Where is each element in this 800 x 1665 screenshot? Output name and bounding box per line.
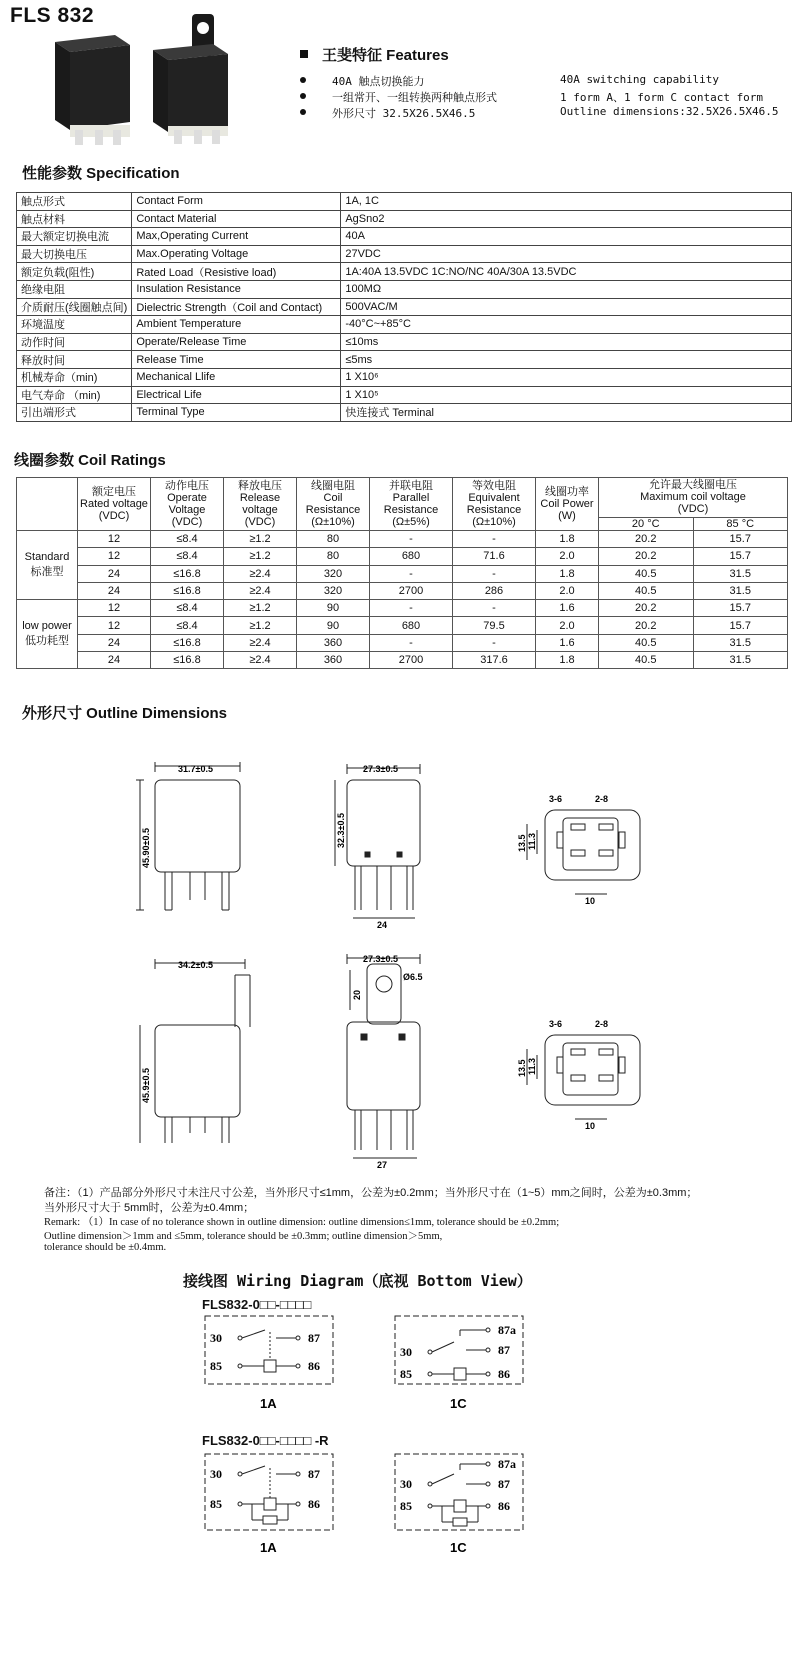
dim-label: 11.3 [527,1057,537,1075]
spec-cell-en: Release Time [132,351,341,369]
spec-cell-zh: 释放时间 [17,351,132,369]
spec-cell-val: 100MΩ [341,280,792,298]
coil-cell: 1.8 [536,652,599,669]
coil-header-en: Maximum coil voltage [640,491,746,504]
coil-cell: ≤16.8 [151,582,224,599]
coil-header-zh: 线圈功率 [545,486,589,498]
pin-label: 85 [210,1359,222,1373]
pin-label: 30 [210,1331,222,1345]
coil-header-zh: 动作电压 [165,480,209,492]
remark-en-line: Remark: （1）In case of no tolerance shown in outline dimension: outline dimension≤1mm, tolerance should be ±0.2mm; [44,1217,560,1228]
dim-label: 27.3±0.5 [363,764,398,774]
spec-cell-zh: 动作时间 [17,333,132,351]
outline-drawing-side-bracket [325,950,445,1170]
spec-cell-zh: 引出端形式 [17,404,132,422]
spec-cell-val: AgSno2 [341,210,792,228]
outline-drawing-side [325,760,445,935]
wiring-diagram-1a [200,1310,340,1415]
dim-label: 10 [585,896,596,906]
coil-cell: 12 [78,548,151,565]
coil-cell: 90 [297,617,370,634]
spec-row [17,351,792,369]
coil-cell: 317.6 [453,652,536,669]
spec-row [17,210,792,228]
coil-header-unit: (VDC) [98,510,130,522]
coil-cell: 31.5 [693,652,788,669]
coil-cell: ≥1.2 [224,600,297,617]
pin-label: 85 [400,1367,412,1381]
coil-header [370,478,453,531]
spec-cell-zh: 绝缘电阻 [17,280,132,298]
coil-cell: 286 [453,582,536,599]
coil-header-unit: (W) [558,510,576,522]
spec-heading: 性能参数 Specification [22,165,180,182]
remark-en-line: tolerance should be ±0.4mm. [44,1242,167,1253]
coil-cell: - [453,634,536,651]
coil-header [78,478,151,531]
coil-cell: 1.6 [536,634,599,651]
pin-label: 87 [308,1467,320,1481]
coil-cell: ≤8.4 [151,548,224,565]
dim-label: 45.9±0.5 [141,1068,151,1103]
coil-cell: - [453,531,536,548]
dim-label: 27.3±0.5 [363,954,398,964]
coil-header-zh: 线圈电阻 [311,480,355,492]
coil-header-zh: 等效电阻 [472,480,516,492]
coil-cell: 31.5 [693,634,788,651]
spec-cell-en: Rated Load（Resistive load) [132,263,341,281]
coil-cell: ≥2.4 [224,652,297,669]
coil-row [17,582,788,599]
square-bullet-icon [300,50,308,58]
dim-label: 13.5 [517,1059,527,1077]
dim-label: 3-6 [549,794,563,804]
pin-label: 86 [308,1359,320,1373]
coil-header-en: Operate Voltage [167,492,207,516]
coil-cell: 360 [297,634,370,651]
feature-item: 外形尺寸 32.5X26.5X46.5 Outline dimensions:32.5X26.5X46.5 [300,105,475,121]
spec-cell-en: Max,Operating Current [132,228,341,246]
outline-drawing-front [130,760,270,920]
diagram-label: 1A [260,1540,277,1555]
coil-cell: 12 [78,600,151,617]
product-title: FLS 832 [10,4,95,27]
pin-label: 86 [498,1367,510,1381]
coil-header-unit: (Ω±5%) [392,516,430,528]
spec-row [17,368,792,386]
pin-label: 87a [498,1323,516,1337]
coil-cell: ≥2.4 [224,565,297,582]
dim-label: 10 [585,1121,596,1131]
model-code-1: FLS832-0□□-□□□□ [202,1297,312,1312]
coil-header-unit: (VDC) [244,516,276,528]
bullet-icon [300,77,306,83]
dim-label: 24 [377,920,388,930]
coil-cell: ≥2.4 [224,582,297,599]
coil-cell: ≤8.4 [151,531,224,548]
spec-row [17,298,792,316]
coil-cell: 360 [297,652,370,669]
coil-cell: 2700 [370,652,453,669]
coil-cell: 40.5 [599,634,694,651]
coil-cell: 15.7 [693,600,788,617]
coil-cell: 40.5 [599,582,694,599]
spec-cell-val: 27VDC [341,245,792,263]
spec-cell-en: Insulation Resistance [132,280,341,298]
coil-cell: - [453,600,536,617]
coil-header-en: Coil Power [540,498,594,510]
spec-cell-en: Max.Operating Voltage [132,245,341,263]
coil-row [17,617,788,634]
coil-cell: - [370,600,453,617]
spec-cell-en: Electrical Life [132,386,341,404]
pin-label: 85 [210,1497,222,1511]
wiring-title: 接线图 Wiring Diagram（底视 Bottom View） [183,1272,532,1290]
bullet-icon [300,93,306,99]
coil-cell: ≤8.4 [151,617,224,634]
coil-cell: 2.0 [536,582,599,599]
coil-cell: ≥2.4 [224,634,297,651]
coil-cell: - [370,565,453,582]
coil-cell: 680 [370,548,453,565]
dim-label: 34.2±0.5 [178,960,213,970]
spec-cell-zh: 最大额定切换电流 [17,228,132,246]
relay-photo-1 [45,30,135,145]
coil-cell: 71.6 [453,548,536,565]
pin-label: 85 [400,1499,412,1513]
coil-cell: 20.2 [599,548,694,565]
coil-cell: 90 [297,600,370,617]
outline-drawing-front-bracket [130,955,270,1155]
spec-cell-zh: 介质耐压(线圈触点间) [17,298,132,316]
coil-cell: 20.2 [599,617,694,634]
coil-cell: 12 [78,531,151,548]
pin-label: 30 [400,1477,412,1491]
coil-cell: 80 [297,531,370,548]
coil-group-en: low power [22,620,72,633]
coil-row [17,652,788,669]
spec-row [17,245,792,263]
coil-header-en: Parallel Resistance [383,492,439,516]
spec-cell-en: Operate/Release Time [132,333,341,351]
pin-label: 87 [498,1477,510,1491]
coil-cell: 1.8 [536,565,599,582]
coil-cell: ≤8.4 [151,600,224,617]
spec-cell-val: 快连接式 Terminal [341,404,792,422]
spec-cell-val: 1A:40A 13.5VDC 1C:NO/NC 40A/30A 13.5VDC [341,263,792,281]
coil-header [599,478,788,518]
dim-label: 3-6 [549,1019,563,1029]
coil-row [17,600,788,617]
coil-cell: 31.5 [693,582,788,599]
coil-group-en: Standard [24,551,70,564]
bullet-icon [300,109,306,115]
pin-label: 86 [308,1497,320,1511]
spec-cell-en: Contact Material [132,210,341,228]
outline-heading: 外形尺寸 Outline Dimensions [22,705,228,722]
spec-cell-en: Mechanical Llife [132,368,341,386]
spec-row [17,263,792,281]
wiring-diagram-1a-r [200,1448,340,1558]
dim-label: 32.3±0.5 [336,813,346,848]
dim-label: 13.5 [517,834,527,852]
coil-header [297,478,370,531]
spec-cell-val: 1 X10⁶ [341,368,792,386]
remark-en-line: Outline dimension＞1mm and ≤5mm, tolerance should be ±0.3mm; outline dimension＞5mm, [44,1231,443,1242]
coil-temp-header: 85 °C [693,517,788,530]
coil-cell: - [370,531,453,548]
spec-cell-en: Contact Form [132,193,341,211]
coil-header-unit: (VDC) [677,503,709,516]
coil-table [16,477,788,669]
spec-cell-en: Dielectric Strength（Coil and Contact) [132,298,341,316]
coil-cell: - [370,634,453,651]
coil-group-label [17,600,78,669]
diagram-label: 1C [450,1396,467,1411]
coil-header-zh: 释放电压 [238,480,282,492]
coil-cell: 40.5 [599,652,694,669]
coil-cell: 680 [370,617,453,634]
spec-row [17,228,792,246]
wiring-diagram-1c [390,1310,530,1415]
pin-label: 87 [498,1343,510,1357]
coil-header-en: Equivalent Resistance [466,492,522,516]
coil-cell: 1.8 [536,531,599,548]
coil-header [151,478,224,531]
spec-cell-val: -40°C~+85°C [341,316,792,334]
coil-cell: 15.7 [693,617,788,634]
dim-label: 11.3 [527,832,537,850]
coil-cell: ≤16.8 [151,634,224,651]
pin-label: 86 [498,1499,510,1513]
remark-zh-line: 备注：（1）产品部分外形尺寸未注尺寸公差，当外形尺寸≤1mm，公差为±0.2mm；当外形尺寸在（1~5）mm之间时，公差为±0.3mm； [44,1187,698,1199]
spec-cell-en: Ambient Temperature [132,316,341,334]
dim-label: 31.7±0.5 [178,764,213,774]
diagram-label: 1C [450,1540,467,1555]
coil-header-en: Release voltage [239,492,281,516]
coil-cell: 15.7 [693,531,788,548]
coil-cell: ≤16.8 [151,565,224,582]
coil-header-blank [17,478,78,531]
diagram-label: 1A [260,1396,277,1411]
spec-cell-zh: 环境温度 [17,316,132,334]
coil-cell: 40.5 [599,565,694,582]
wiring-diagram-1c-r [390,1448,530,1558]
remark-zh-line: 当外形尺寸大于 5mm时，公差为±0.4mm； [44,1202,255,1214]
spec-cell-zh: 机械寿命（min) [17,368,132,386]
spec-cell-zh: 触点形式 [17,193,132,211]
spec-row [17,193,792,211]
coil-group-zh: 标准型 [30,566,64,579]
spec-row [17,404,792,422]
coil-cell: ≥1.2 [224,617,297,634]
coil-heading: 线圈参数 Coil Ratings [14,452,166,469]
coil-temp-header: 20 °C [599,517,694,530]
dim-label: 2-8 [595,1019,609,1029]
pin-label: 87 [308,1331,320,1345]
feature-item: 40A 触点切换能力 40A switching capability [300,73,425,89]
coil-cell: 20.2 [599,600,694,617]
coil-cell: 12 [78,617,151,634]
spec-cell-zh: 最大切换电压 [17,245,132,263]
outline-drawing-bottom [515,790,655,910]
spec-cell-val: 1A, 1C [341,193,792,211]
coil-cell: ≤16.8 [151,652,224,669]
coil-header-zh: 额定电压 [92,486,136,498]
coil-cell: 2.0 [536,617,599,634]
spec-cell-val: 1 X10⁵ [341,386,792,404]
feature-item: 一组常开、一组转换两种触点形式 1 form A、1 form C contact form [300,89,497,105]
dim-label: Ø6.5 [403,972,423,982]
coil-cell: 80 [297,548,370,565]
coil-cell: 2700 [370,582,453,599]
coil-header-en: Coil Resistance [305,492,361,516]
coil-cell: ≥1.2 [224,531,297,548]
coil-header-en: Rated voltage [80,498,148,510]
coil-row [17,548,788,565]
coil-cell: 79.5 [453,617,536,634]
coil-cell: 15.7 [693,548,788,565]
spec-cell-zh: 额定负载(阻性) [17,263,132,281]
coil-cell: 1.6 [536,600,599,617]
coil-header-zh: 允许最大线圈电压 [649,479,737,492]
dim-label: 27 [377,1160,388,1170]
coil-row [17,531,788,548]
coil-cell: 320 [297,582,370,599]
coil-header-unit: (VDC) [171,516,203,528]
coil-header-unit: (Ω±10%) [472,516,516,528]
coil-cell: 24 [78,582,151,599]
coil-cell: 24 [78,565,151,582]
dim-label: 2-8 [595,794,609,804]
spec-cell-zh: 触点材料 [17,210,132,228]
coil-header [536,478,599,531]
pin-label: 87a [498,1457,516,1471]
coil-group-label [17,531,78,600]
coil-header-unit: (Ω±10%) [311,516,355,528]
coil-header [224,478,297,531]
spec-row [17,333,792,351]
coil-cell: 2.0 [536,548,599,565]
spec-row [17,386,792,404]
spec-cell-val: 500VAC/M [341,298,792,316]
spec-cell-en: Terminal Type [132,404,341,422]
dim-label: 45.90±0.5 [141,828,151,868]
spec-table [16,192,792,422]
spec-cell-val: ≤10ms [341,333,792,351]
coil-cell: 24 [78,634,151,651]
coil-cell: 320 [297,565,370,582]
spec-cell-val: 40A [341,228,792,246]
coil-cell: 31.5 [693,565,788,582]
coil-cell: ≥1.2 [224,548,297,565]
coil-cell: 20.2 [599,531,694,548]
model-code-2: FLS832-0□□-□□□□ -R [202,1433,329,1448]
coil-cell: - [453,565,536,582]
outline-drawing-bottom-bracket [515,1015,655,1135]
coil-header-zh: 并联电阻 [389,480,433,492]
spec-row [17,280,792,298]
dim-label: 20 [352,989,362,1000]
spec-row [17,316,792,334]
coil-header [453,478,536,531]
coil-cell: 24 [78,652,151,669]
spec-cell-zh: 电气寿命 （min) [17,386,132,404]
coil-row [17,634,788,651]
coil-row [17,565,788,582]
spec-cell-val: ≤5ms [341,351,792,369]
pin-label: 30 [210,1467,222,1481]
features-heading: 王斐特征 Features [300,44,449,65]
relay-photo-2 [148,14,233,144]
coil-group-zh: 低功耗型 [25,635,69,648]
pin-label: 30 [400,1345,412,1359]
